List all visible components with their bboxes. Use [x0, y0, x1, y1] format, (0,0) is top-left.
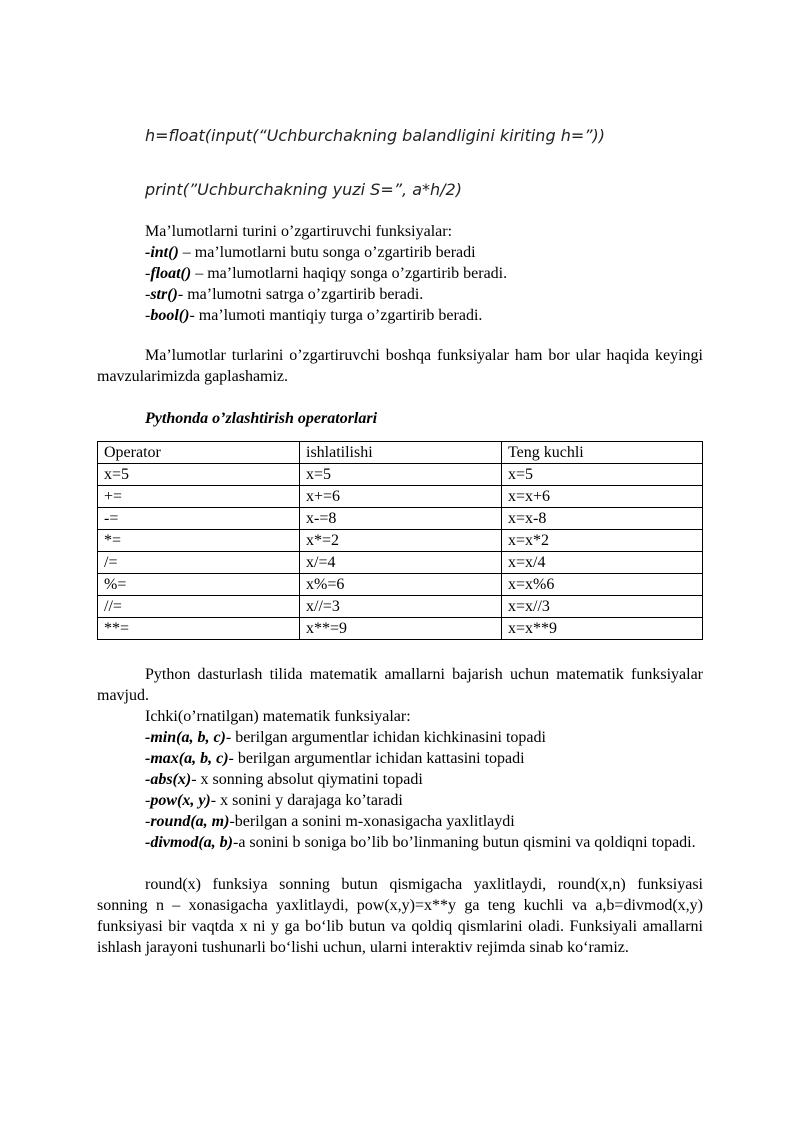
- function-name: -max(a, b, c): [145, 750, 229, 767]
- table-cell: x=5: [300, 464, 502, 486]
- conversion-note: Ma’lumotlar turlarini o’zgartiruvchi boshqa funksiyalar ham bor ular haqida keyingi mavzularimizda gaplashamiz.: [97, 347, 703, 385]
- math-function-item: -round(a, m)-berilgan a sonini m-xonasigacha yaxlitlaydi: [145, 813, 515, 830]
- function-description: - x sonning absolut qiymatini topadi: [191, 771, 423, 788]
- operators-table: [97, 441, 703, 640]
- table-cell: x**=9: [300, 618, 502, 640]
- conversion-function-item: [97, 242, 703, 263]
- function-description: - x sonini y darajaga ko’taradi: [210, 792, 403, 809]
- table-cell: x+=6: [300, 486, 502, 508]
- function-name: str(): [150, 286, 178, 303]
- table-cell: x=x+6: [502, 486, 703, 508]
- table-row: [98, 552, 703, 574]
- table-cell: x//=3: [300, 596, 502, 618]
- final-paragraph: round(x) funksiya sonning butun qismigacha yaxlitlaydi, round(x,n) funksiyasi sonning n – xonasigacha yaxlitlaydi, pow(x,y)=x**y ga teng kuchli va a,b=divmod(x,y) funksiyasi bir vaqtda x ni y ga bo‘lib butun va qoldiq qismlarini oladi. Funksiyali amallarni ishlash jarayoni tushunarli bo‘lishi uchun, ularni interaktiv rejimda sinab ko‘ramiz.: [97, 876, 703, 956]
- table-header-cell: ishlatilishi: [300, 442, 502, 464]
- conversion-function-item: -bool()- ma’lumoti mantiqiy turga o’zgartirib beradi.: [145, 307, 483, 324]
- conversion-intro: Ma’lumotlarni turini o’zgartiruvchi funksiyalar:: [145, 223, 453, 240]
- function-description: – ma’lumotlarni butu songa o’zgartirib beradi: [178, 244, 476, 261]
- table-row: [98, 596, 703, 618]
- code-line-height-input: h=float(input(“Uchburchakning balandligini kiriting h=”)): [145, 126, 606, 145]
- table-row: [98, 530, 703, 552]
- math-function-item: -pow(x, y)- x sonini y darajaga ko’taradi: [145, 792, 403, 809]
- math-function-item: [97, 832, 703, 853]
- function-name: -divmod(a, b): [145, 834, 233, 851]
- table-cell: +=: [98, 486, 300, 508]
- operators-heading: Pythonda o’zlashtirish operatorlari: [145, 410, 378, 427]
- table-cell: %=: [98, 574, 300, 596]
- table-row: [98, 618, 703, 640]
- table-cell: x/=4: [300, 552, 502, 574]
- conversion-function-item: -str()- ma’lumotni satrga o’zgartirib beradi.: [145, 286, 424, 303]
- table-cell: //=: [98, 596, 300, 618]
- function-description: – ma’lumotlarni haqiqy songa o’zgartirib beradi.: [191, 265, 508, 282]
- function-name: -abs(x): [145, 771, 192, 788]
- function-description: -berilgan a sonini m-xonasigacha yaxlitlaydi: [229, 813, 515, 830]
- function-description: - berilgan argumentlar ichidan kichkinasini topadi: [225, 729, 546, 746]
- math-intro: Python dasturlash tilida matematik amallarni bajarish uchun matematik funksiyalar mavjud.: [97, 666, 703, 704]
- table-cell: /=: [98, 552, 300, 574]
- table-cell: x*=2: [300, 530, 502, 552]
- function-name: -int(): [145, 244, 179, 261]
- table-cell: x-=8: [300, 508, 502, 530]
- function-name: pow(x, y): [150, 792, 211, 809]
- table-row: [98, 508, 703, 530]
- table-cell: x=x/4: [502, 552, 703, 574]
- function-description: -a sonini b soniga bo’lib bo’linmaning butun qismini va qoldiqni topadi.: [232, 834, 696, 851]
- function-description: - berilgan argumentlar ichidan kattasini topadi: [228, 750, 525, 767]
- function-name: bool(): [150, 307, 190, 324]
- table-cell: x=5: [98, 464, 300, 486]
- conversion-function-list: [97, 242, 703, 326]
- math-function-item: [97, 769, 703, 790]
- math-function-item: [97, 748, 703, 769]
- document-page: [97, 120, 703, 958]
- table-row: [98, 464, 703, 486]
- table-cell: -=: [98, 508, 300, 530]
- table-cell: **=: [98, 618, 300, 640]
- conversion-function-item: -float() – ma’lumotlarni haqiqy songa o’zgartirib beradi.: [145, 265, 508, 282]
- function-name: float(): [150, 265, 192, 282]
- math-function-list: [97, 727, 703, 853]
- table-header-row: [98, 442, 703, 464]
- table-header-cell: Teng kuchli: [502, 442, 703, 464]
- table-row: [98, 486, 703, 508]
- table-cell: *=: [98, 530, 300, 552]
- builtin-functions-intro: Ichki(o’rnatilgan) matematik funksiyalar:: [145, 708, 411, 725]
- table-cell: x=x**9: [502, 618, 703, 640]
- table-cell: x=x%6: [502, 574, 703, 596]
- function-description: - ma’lumotni satrga o’zgartirib beradi.: [177, 286, 424, 303]
- table-cell: x%=6: [300, 574, 502, 596]
- function-name: -min(a, b, c): [145, 729, 226, 746]
- table-cell: x=x*2: [502, 530, 703, 552]
- function-name: round(a, m): [150, 813, 230, 830]
- table-cell: x=5: [502, 464, 703, 486]
- table-row: [98, 574, 703, 596]
- table-cell: x=x//3: [502, 596, 703, 618]
- table-cell: x=x-8: [502, 508, 703, 530]
- function-description: - ma’lumoti mantiqiy turga o’zgartirib beradi.: [189, 307, 483, 324]
- math-function-item: [97, 727, 703, 748]
- table-header-cell: Operator: [98, 442, 300, 464]
- code-line-print-area: print(”Uchburchakning yuzi S=”, a*h/2): [145, 180, 462, 199]
